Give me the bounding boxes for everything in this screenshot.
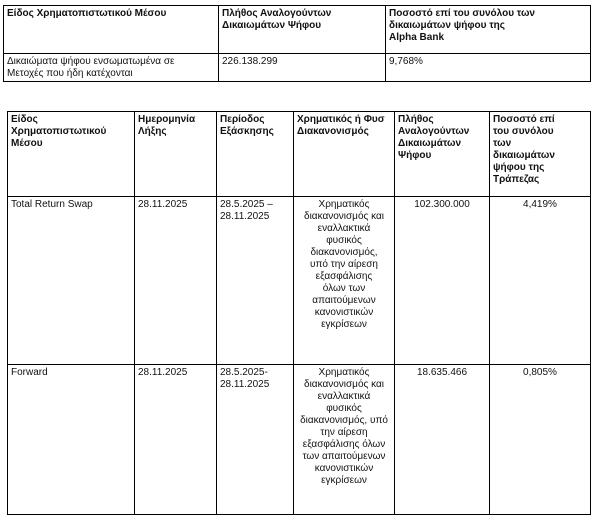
cell-voting-rights-percent: 9,768% [386, 54, 591, 82]
table-row [8, 365, 591, 515]
table-header-row [4, 6, 591, 54]
header-expiry-date: Ημερομηνία Λήξης [135, 112, 217, 197]
header-exercise-period: Περίοδος Εξάσκησης [217, 112, 294, 197]
cell-expiry-date: 28.11.2025 [135, 197, 217, 365]
header-voting-rights-percent: Ποσοστό επί του συνόλου των δικαιωμάτων ψήφου της Τράπεζας [490, 112, 591, 197]
cell-voting-rights-count: 102.300.000 [395, 197, 490, 365]
header-voting-rights-count: Πλήθος Αναλογούντων Δικαιωμάτων Ψήφου [395, 112, 490, 197]
header-voting-rights-count: Πλήθος Αναλογούντων Δικαιωμάτων Ψήφου [219, 6, 386, 54]
cell-voting-rights-percent: 4,419% [490, 197, 591, 365]
header-instrument-type: Είδος Χρηματοπιστωτικού Μέσου [4, 6, 219, 54]
financial-instruments-table [7, 111, 591, 515]
header-settlement: Χρηματικός ή Φυσ Διακανονισμός [294, 112, 395, 197]
table-row [8, 197, 591, 365]
cell-expiry-date: 28.11.2025 [135, 365, 217, 515]
cell-settlement: Χρηματικός διακανονισμός και εναλλακτικά φυσικός διακανονισμός, υπό την αίρεση εξασφάλισης όλων των απαιτούμενων κανονιστικών εγκρίσεων [294, 365, 395, 515]
cell-settlement: Χρηματικός διακανονισμός και εναλλακτικά φυσικός διακανονισμός, υπό την αίρεση εξασφάλισης όλων των απαιτούμενων κανονιστικών εγκρίσεων [294, 197, 395, 365]
cell-exercise-period: 28.5.2025 – 28.11.2025 [217, 197, 294, 365]
cell-exercise-period: 28.5.2025- 28.11.2025 [217, 365, 294, 515]
header-voting-rights-percent: Ποσοστό επί του συνόλου των δικαιωμάτων ψήφου της Alpha Bank [386, 6, 591, 54]
table-header-row [8, 112, 591, 197]
cell-instrument-type: Total Return Swap [8, 197, 135, 365]
voting-rights-table [3, 5, 591, 82]
cell-instrument-type: Forward [8, 365, 135, 515]
cell-voting-rights-percent: 0,805% [490, 365, 591, 515]
cell-voting-rights-count: 226.138.299 [219, 54, 386, 82]
cell-instrument-type: Δικαιώματα ψήφου ενσωματωμένα σε Μετοχές που ήδη κατέχονται [4, 54, 219, 82]
cell-voting-rights-count: 18.635.466 [395, 365, 490, 515]
header-instrument-type: Είδος Χρηματοπιστωτικού Μέσου [8, 112, 135, 197]
table-row [4, 54, 591, 82]
